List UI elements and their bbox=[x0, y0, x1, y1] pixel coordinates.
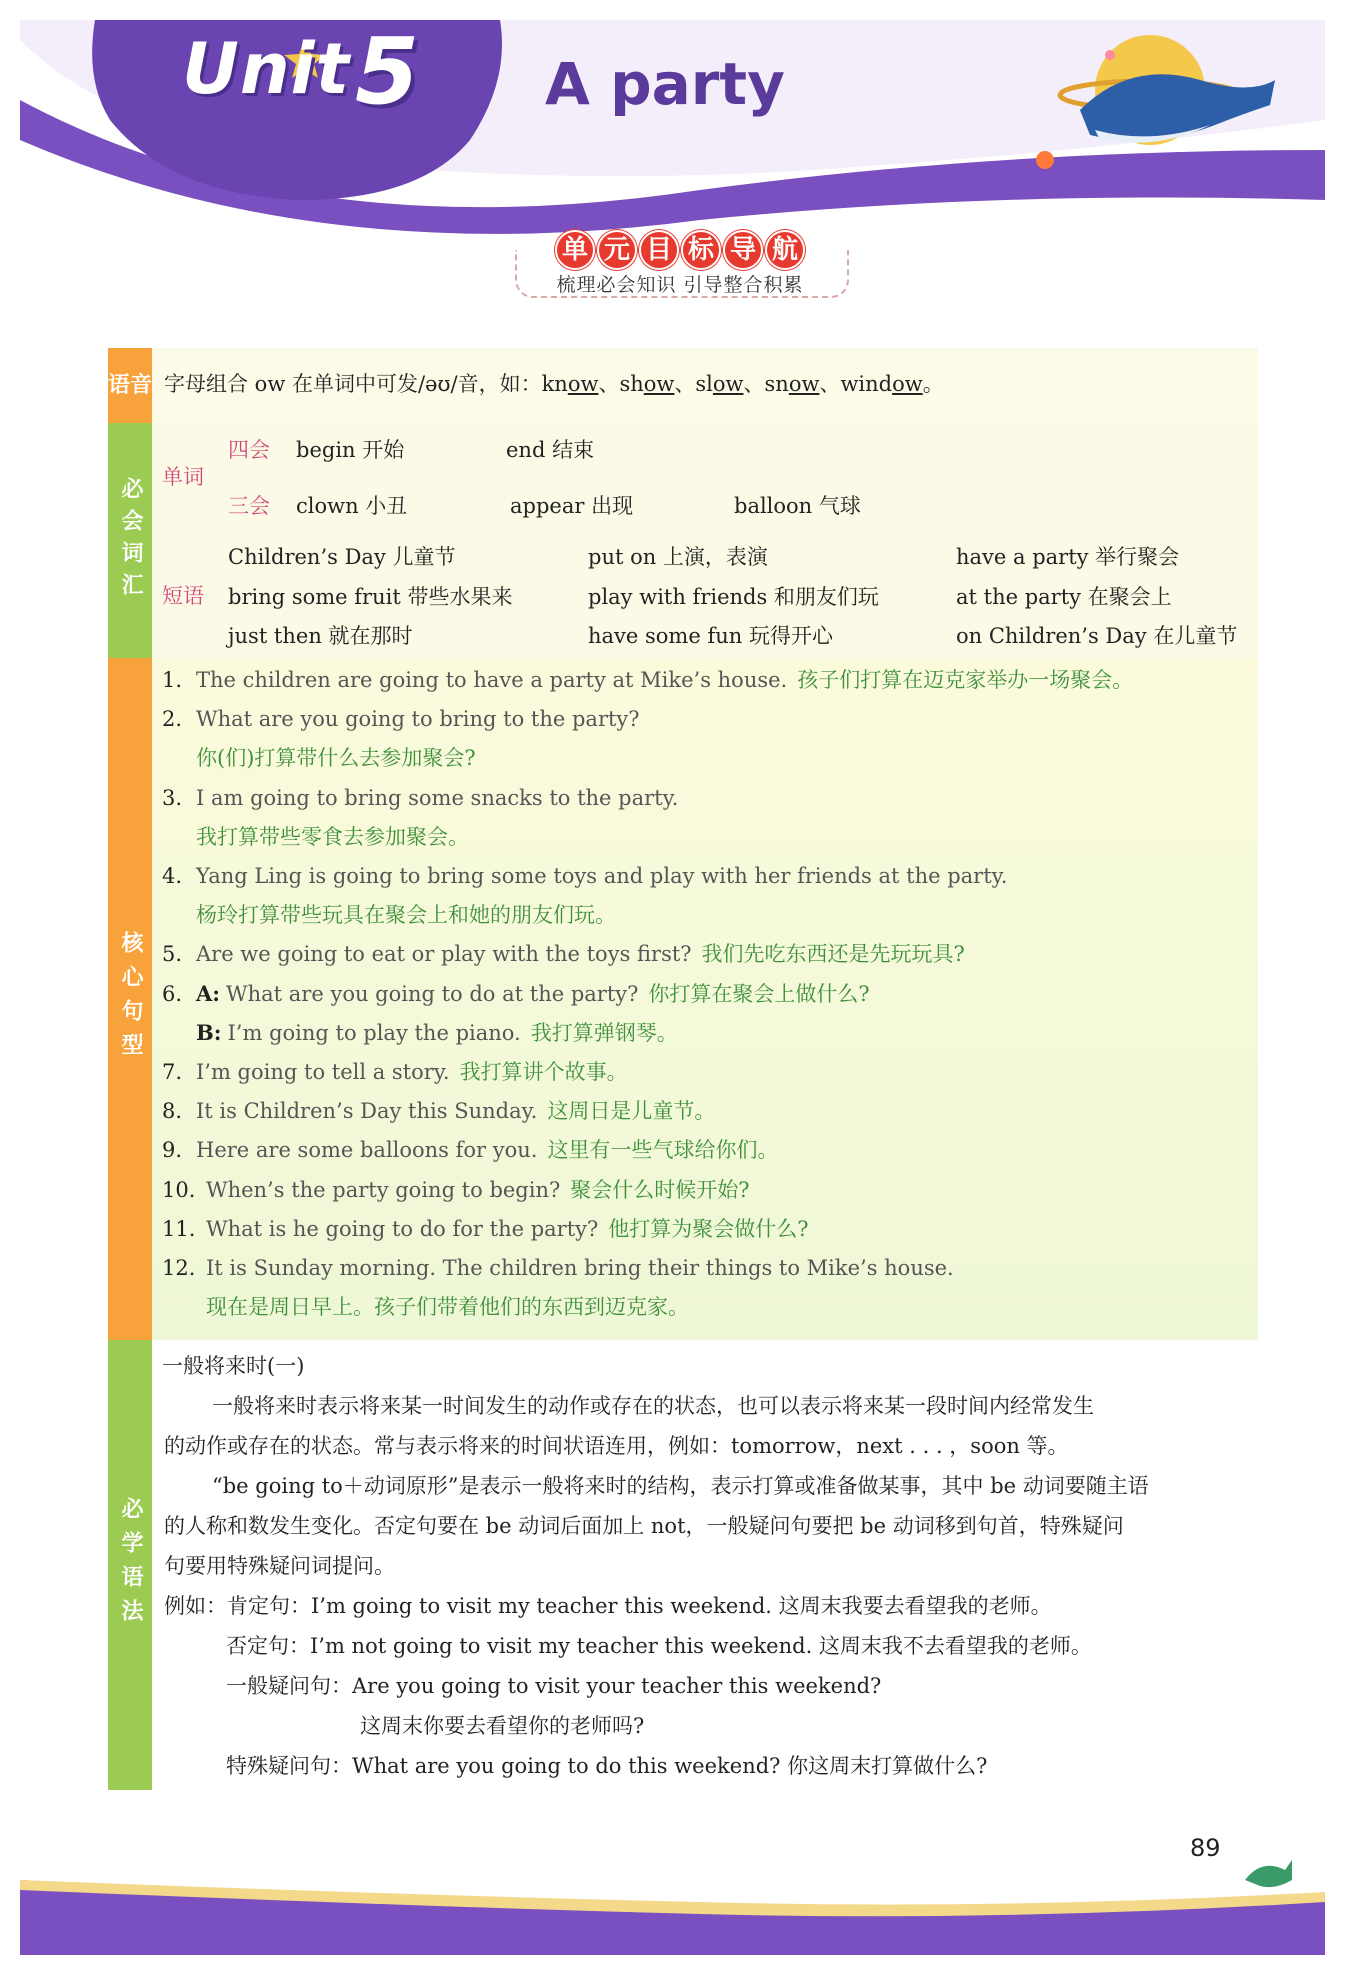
sentence-line bbox=[162, 940, 965, 968]
phrase: just then 就在那时 bbox=[228, 624, 413, 648]
sentence-number: 12. bbox=[162, 1256, 196, 1280]
sentence-english: The children are going to have a party at Mike’s house. bbox=[196, 668, 788, 692]
sentence-english: Here are some balloons for you. bbox=[196, 1138, 538, 1163]
grammar-example: 这周末你要去看望你的老师吗? bbox=[360, 1714, 645, 1738]
sentence-chinese: 这里有一些气球给你们。 bbox=[547, 1138, 779, 1163]
phrase: have a party 举行聚会 bbox=[956, 545, 1180, 569]
sentence-line bbox=[162, 1136, 778, 1164]
nav-title bbox=[555, 230, 805, 268]
sentence-number: 3. bbox=[162, 785, 183, 810]
speaker-label: A: bbox=[196, 980, 221, 1006]
sentence-english: What are you going to bring to the party? bbox=[196, 707, 640, 732]
sentence-line bbox=[162, 705, 650, 733]
phrase: have some fun 玩得开心 bbox=[588, 624, 833, 648]
vocab-word: end 结束 bbox=[506, 438, 595, 462]
sentence-chinese: 孩子们打算在迈克家举办一场聚会。 bbox=[797, 668, 1134, 692]
grammar-text: 一般将来时表示将来某一时间发生的动作或存在的状态，也可以表示将来某一段时间内经常发生 bbox=[212, 1394, 1094, 1418]
sentence-chinese: 这周日是儿童节。 bbox=[547, 1099, 716, 1124]
grammar-text: “be going to＋动词原形”是表示一般将来时的结构，表示打算或准备做某事，其中 be 动词要随主语 bbox=[212, 1474, 1149, 1498]
phonics-rule bbox=[164, 370, 944, 398]
phonics-word: snow、 bbox=[764, 372, 841, 396]
sentence-number: 1. bbox=[162, 668, 183, 692]
sentence-chinese: 你打算在聚会上做什么? bbox=[648, 981, 870, 1006]
sentence-line bbox=[162, 744, 476, 772]
dolphin-icon bbox=[1245, 1860, 1292, 1887]
sentence-line bbox=[162, 666, 1133, 694]
sentence-chinese: 我打算弹钢琴。 bbox=[530, 1020, 678, 1045]
sentence-chinese: 我打算讲个故事。 bbox=[459, 1060, 628, 1084]
words-label: 单词 bbox=[162, 465, 204, 489]
speaker-label: B: bbox=[196, 1019, 222, 1045]
side-label-grammar bbox=[108, 1340, 152, 1790]
sentence-number: 11. bbox=[162, 1216, 196, 1241]
sentence-line bbox=[162, 1058, 628, 1086]
footer-banner bbox=[0, 1840, 1350, 1968]
side-label-vocab-text: 必会词汇 bbox=[118, 476, 143, 605]
nav-title-char: 航 bbox=[765, 230, 805, 270]
sentence-line bbox=[162, 901, 616, 929]
sentence-number: 5. bbox=[162, 942, 183, 967]
three-skill-label: 三会 bbox=[228, 494, 270, 518]
side-label-grammar-text: 必学语法 bbox=[118, 1497, 143, 1633]
sentence-english: What are you going to do at the party? bbox=[226, 981, 639, 1006]
nav-title-char: 导 bbox=[723, 230, 763, 270]
vocab-word: balloon 气球 bbox=[734, 494, 861, 518]
phonics-word: know、 bbox=[541, 372, 620, 396]
nav-title-char: 目 bbox=[639, 230, 679, 270]
sentence-number: 8. bbox=[162, 1099, 183, 1124]
side-label-sentences-text: 核心句型 bbox=[118, 931, 143, 1067]
vocab-word: begin 开始 bbox=[296, 438, 405, 462]
sentence-chinese: 杨玲打算带些玩具在聚会上和她的朋友们玩。 bbox=[196, 903, 616, 928]
sentence-line bbox=[162, 784, 688, 812]
sentence-chinese: 我们先吃东西还是先玩玩具? bbox=[701, 942, 965, 967]
unit-label: Unit bbox=[182, 28, 351, 110]
grammar-text: 的人称和数发生变化。否定句要在 be 动词后面加上 not，一般疑问句要把 be 动词移到句首，特殊疑问 bbox=[164, 1514, 1124, 1538]
sentence-chinese: 我打算带些零食去参加聚会。 bbox=[196, 824, 469, 849]
side-label-sentences bbox=[108, 658, 152, 1340]
grammar-example: 特殊疑问句：What are you going to do this weekend? 你这周末打算做什么? bbox=[226, 1754, 988, 1778]
sentence-chinese: 聚会什么时候开始? bbox=[570, 1177, 750, 1202]
sentence-number: 10. bbox=[162, 1177, 196, 1202]
sentence-line bbox=[162, 1176, 750, 1204]
phrase: Children’s Day 儿童节 bbox=[228, 545, 456, 569]
grammar-example: 例如：肯定句：I’m going to visit my teacher this weekend. 这周末我要去看望我的老师。 bbox=[164, 1594, 1052, 1618]
phrase: bring some fruit 带些水果来 bbox=[228, 585, 513, 609]
phonics-word: window。 bbox=[840, 372, 944, 396]
phrase: on Children’s Day 在儿童节 bbox=[956, 624, 1238, 648]
sentence-english: What is he going to do for the party? bbox=[206, 1216, 599, 1241]
phonics-prefix: 字母组合 ow 在单词中可发/əʊ/音，如： bbox=[164, 372, 542, 396]
grammar-example: 否定句：I’m not going to visit my teacher this weekend. 这周末我不去看望我的老师。 bbox=[226, 1634, 1092, 1658]
phrase: put on 上演，表演 bbox=[588, 545, 768, 569]
sentence-english: It is Sunday morning. The children bring their things to Mike’s house. bbox=[206, 1256, 954, 1280]
sentence-english: I’m going to tell a story. bbox=[196, 1060, 450, 1084]
sentence-english: When’s the party going to begin? bbox=[206, 1177, 561, 1202]
sentence-line bbox=[162, 1215, 809, 1243]
sentence-english: I am going to bring some snacks to the party. bbox=[196, 785, 679, 810]
sentence-english: It is Children’s Day this Sunday. bbox=[196, 1099, 538, 1124]
sentence-number: 6. bbox=[162, 981, 183, 1006]
sentence-number: 4. bbox=[162, 864, 183, 888]
sentence-number: 9. bbox=[162, 1138, 183, 1163]
phonics-word: show、 bbox=[619, 372, 696, 396]
grammar-text: 句要用特殊疑问词提问。 bbox=[164, 1554, 395, 1578]
sentence-english: I’m going to play the piano. bbox=[227, 1020, 521, 1045]
page-title: A party bbox=[545, 50, 785, 118]
sentence-chinese: 你(们)打算带什么去参加聚会? bbox=[196, 746, 476, 771]
grammar-example: 一般疑问句：Are you going to visit your teacher this weekend? bbox=[226, 1674, 882, 1698]
sentence-line bbox=[162, 823, 469, 851]
sentence-chinese: 他打算为聚会做什么? bbox=[608, 1216, 809, 1241]
phrases-label: 短语 bbox=[162, 584, 204, 608]
sentence-line bbox=[162, 862, 1017, 890]
side-label-phonics: 语音 bbox=[108, 348, 152, 423]
four-skill-label: 四会 bbox=[228, 438, 270, 462]
nav-title-char: 标 bbox=[681, 230, 721, 270]
phrase: play with friends 和朋友们玩 bbox=[588, 585, 879, 609]
sentence-english: Are we going to eat or play with the toys first? bbox=[196, 942, 692, 967]
vocab-word: clown 小丑 bbox=[296, 494, 408, 518]
phrase: at the party 在聚会上 bbox=[956, 585, 1172, 609]
unit-number: 5 bbox=[355, 18, 420, 125]
sentence-chinese: 现在是周日早上。孩子们带着他们的东西到迈克家。 bbox=[206, 1295, 689, 1320]
sentence-english: Yang Ling is going to bring some toys and play with her friends at the party. bbox=[196, 864, 1008, 888]
sentence-number: 7. bbox=[162, 1060, 183, 1084]
side-label-vocab bbox=[108, 423, 152, 658]
grammar-text: 的动作或存在的状态。常与表示将来的时间状语连用，例如：tomorrow，next . . . ，soon 等。 bbox=[164, 1434, 1069, 1458]
nav-title-char: 单 bbox=[555, 230, 595, 270]
nav-subtitle: 梳理必会知识 引导整合积累 bbox=[556, 274, 804, 296]
sentence-line bbox=[162, 1019, 678, 1047]
grammar-heading: 一般将来时(一) bbox=[162, 1354, 305, 1378]
sentence-line bbox=[162, 1097, 715, 1125]
sentence-number: 2. bbox=[162, 707, 183, 732]
page-number: 89 bbox=[1190, 1834, 1221, 1862]
sentence-line bbox=[162, 1293, 689, 1321]
sentence-line bbox=[162, 980, 870, 1008]
phonics-word: slow、 bbox=[695, 372, 765, 396]
nav-title-char: 元 bbox=[597, 230, 637, 270]
sentence-line bbox=[162, 1254, 964, 1282]
vocab-word: appear 出现 bbox=[510, 494, 634, 518]
